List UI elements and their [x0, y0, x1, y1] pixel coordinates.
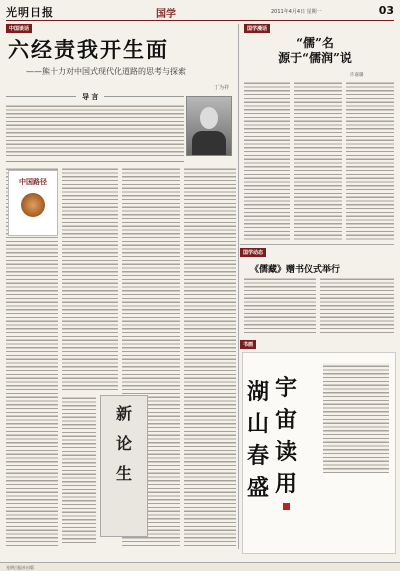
- side-column-tag: 国学漫话: [244, 24, 270, 33]
- side-title-line2: 源于“儒润”说: [278, 51, 352, 65]
- culture-tag: 国学动态: [240, 248, 266, 257]
- book-disc-icon: [21, 193, 45, 217]
- column-tag: 中国谈话: [6, 24, 32, 33]
- body-column-2: [62, 166, 118, 391]
- subheadline: ——熊十力对中国式现代化道路的思考与探索: [26, 67, 186, 76]
- author-portrait: [186, 96, 232, 156]
- calligraphy-char: 生: [115, 464, 132, 483]
- side-title: [250, 36, 380, 66]
- newspaper-logo: 光明日报: [6, 6, 54, 19]
- calligraphy-char: 新: [115, 404, 132, 423]
- side-title-line1: “儒”名: [296, 36, 334, 50]
- column-divider: [238, 24, 239, 549]
- calligraphy-photo: [100, 395, 148, 537]
- culture-text-2: [320, 276, 394, 334]
- intro-box: [6, 93, 184, 162]
- calli-char-6: 山: [247, 411, 270, 437]
- poem-tag: 书画: [240, 340, 256, 349]
- side-text-col-1: [244, 80, 290, 240]
- calli-char-1: 宇: [275, 375, 298, 401]
- body-column-4: [184, 166, 236, 546]
- book-title: 中国路径: [19, 177, 47, 186]
- culture-title: 《儒藏》赠书仪式举行: [250, 265, 341, 275]
- page-number: 03: [378, 4, 394, 17]
- calligraphy-char: 论: [115, 434, 132, 453]
- calli-char-8: 盛: [247, 475, 270, 501]
- article-author: 丁为祥: [214, 85, 230, 91]
- footer-text: 光明日报社出版: [6, 565, 34, 570]
- portrait-head: [200, 107, 218, 129]
- intro-text: [6, 103, 184, 159]
- calli-char-5: 湖: [247, 379, 270, 405]
- section-name: 国学: [156, 9, 176, 20]
- seal-stamp: [283, 503, 290, 510]
- side-author: 许嘉璐: [350, 73, 364, 78]
- issue-date: 2011年4月4日 星期一: [271, 9, 322, 15]
- footer-strip: [0, 562, 400, 571]
- side-text-col-2: [294, 80, 342, 240]
- calli-char-7: 春: [247, 443, 270, 469]
- calli-char-2: 宙: [275, 407, 298, 433]
- calli-char-3: 读: [275, 439, 298, 465]
- calli-char-4: 用: [275, 471, 298, 497]
- portrait-body: [192, 131, 226, 156]
- side-text-col-3: [346, 80, 394, 240]
- book-cover: [8, 170, 58, 236]
- calligraphy-artwork: [242, 352, 396, 554]
- headline: 六经责我开生面: [8, 37, 169, 62]
- poem-text: [323, 363, 389, 473]
- masthead: [6, 4, 394, 21]
- side-divider: [240, 244, 394, 245]
- body-column-2b: [62, 395, 96, 545]
- intro-label: 导 言: [76, 92, 104, 102]
- culture-text-1: [244, 276, 316, 334]
